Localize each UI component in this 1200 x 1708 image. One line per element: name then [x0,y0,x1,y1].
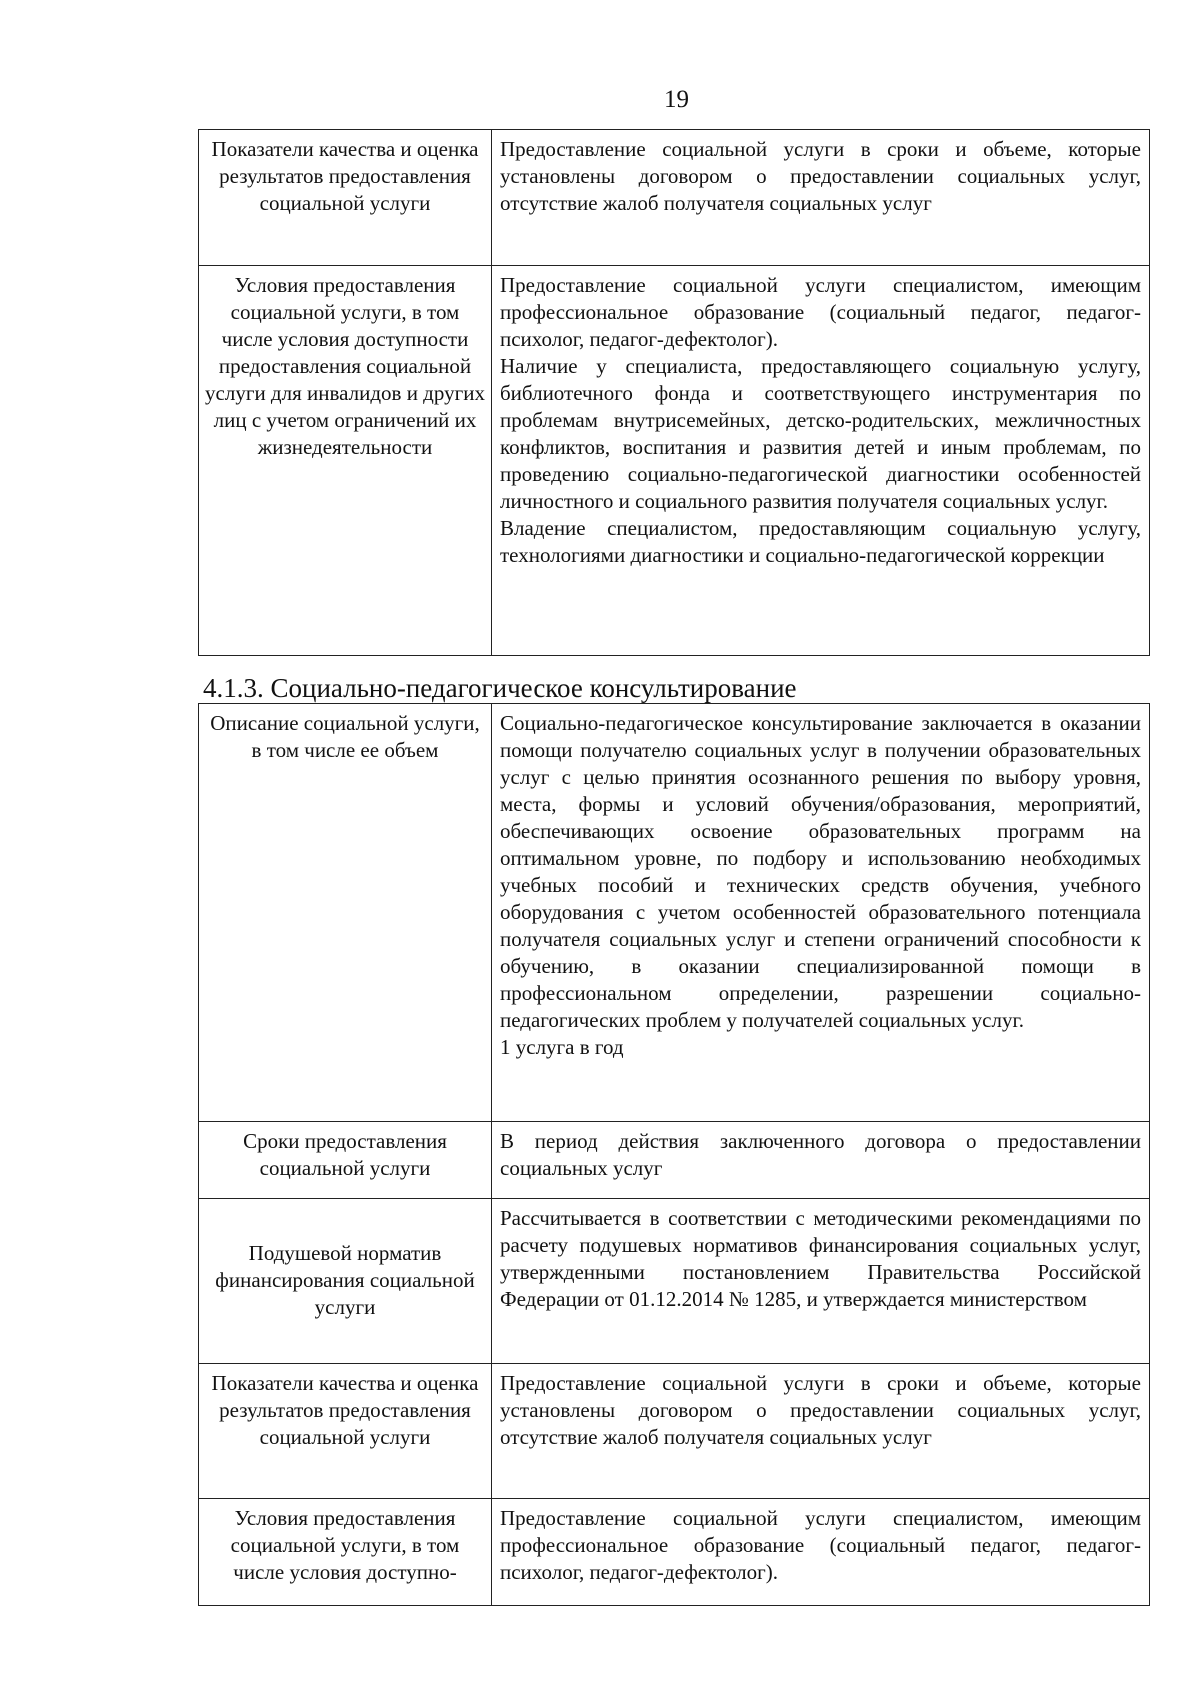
row-value [492,1199,1150,1364]
row-value [492,1122,1150,1199]
row-label: Условия предоставления социальной услуги, в том числе условия доступности предоставления социальной услуги для инвалидов и других лиц с учетом ограничений их жизнедеятельности [199,266,492,656]
table-row [199,1199,1150,1364]
section-heading: 4.1.3. Социально-педагогическое консультирование [203,673,797,703]
table-row [199,266,1150,656]
row-paragraph: 1 услуга в год [500,1035,624,1059]
services-table-continued [198,129,1150,656]
row-value [492,1364,1150,1499]
row-label: Показатели качества и оценка результатов предоставления социальной услуги [199,130,492,266]
row-label: Показатели качества и оценка результатов предоставления социальной услуги [199,1364,492,1499]
row-value [492,266,1150,656]
row-paragraph: В период действия заключенного договора о предоставлении социальных услуг [500,1129,1141,1180]
row-value [492,130,1150,266]
row-paragraph: Владение специалистом, предоставляющим социальную услугу, технологиями диагностики и социально-педагогической коррекции [500,516,1141,567]
table-row [199,1122,1150,1199]
row-paragraph: Предоставление социальной услуги в сроки и объеме, которые установлены договором о предоставлении социальных услуг, отсутствие жалоб получателя социальных услуг [500,137,1141,215]
row-paragraph: Рассчитывается в соответствии с методическими рекомендациями по расчету подушевых нормативов финансирования социальных услуг, утвержденными постановлением Правительства Российской Федерации от 01.12.2014 № 1285, и утверждается министерством [500,1206,1141,1311]
row-value [492,1499,1150,1606]
consulting-service-table [198,703,1150,1606]
table-row [199,130,1150,266]
page-number: 19 [664,86,689,113]
row-value [492,704,1150,1122]
row-paragraph: Предоставление социальной услуги специалистом, имеющим профессиональное образование (социальный педагог, педагог-психолог, педагог-дефектолог). [500,1506,1141,1584]
row-paragraph: Предоставление социальной услуги специалистом, имеющим профессиональное образование (социальный педагог, педагог-психолог, педагог-дефектолог). [500,273,1141,351]
row-label: Подушевой норматив финансирования социальной услуги [199,1199,492,1364]
table-row [199,704,1150,1122]
row-paragraph: Предоставление социальной услуги в сроки и объеме, которые установлены договором о предоставлении социальных услуг, отсутствие жалоб получателя социальных услуг [500,1371,1141,1449]
row-label: Сроки предоставления социальной услуги [199,1122,492,1199]
table-row [199,1364,1150,1499]
table-row [199,1499,1150,1606]
row-paragraph: Наличие у специалиста, предоставляющего социальную услугу, библиотечного фонда и соответствующего инструментария по проблемам внутрисемейных, детско-родительских, межличностных конфликтов, воспитания и развития детей и иным проблемам, по проведению социально-педагогической диагностики особенностей личностного и социального развития получателя социальных услуг. [500,354,1141,513]
row-label: Описание социальной услуги, в том числе ее объем [199,704,492,1122]
row-paragraph: Социально-педагогическое консультирование заключается в оказании помощи получателю социальных услуг в получении образовательных услуг с целью принятия осознанного решения по выбору уровня, места, формы и условий обучения/образования, мероприятий, обеспечивающих освоение образовательных программ на оптимальном уровне, по подбору и использованию необходимых учебных пособий и технических средств обучения, учебного оборудования с учетом особенностей образовательного потенциала получателя социальных услуг и степени ограничений способности к обучению, в оказании специализированной помощи в профессиональном определении, разрешении социально-педагогических проблем у получателей социальных услуг. [500,711,1141,1032]
row-label: Условия предоставления социальной услуги, в том числе условия доступно- [199,1499,492,1606]
